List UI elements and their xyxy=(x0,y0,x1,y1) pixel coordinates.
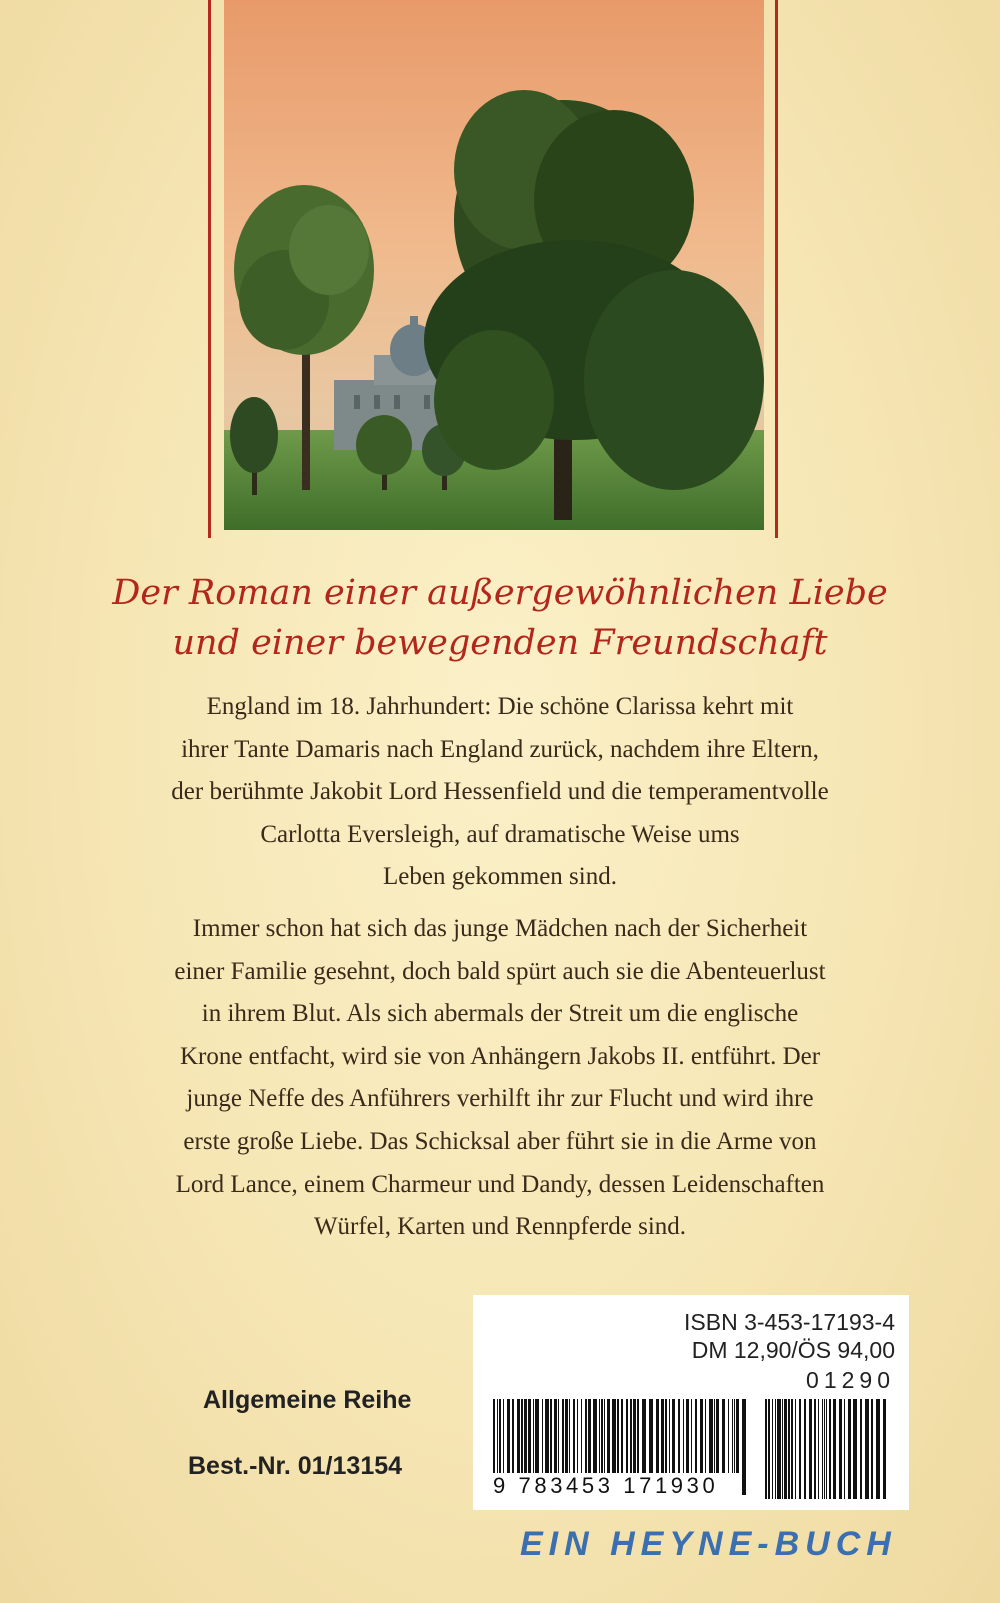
blurb-line: erste große Liebe. Das Schicksal aber führt sie in die Arme von xyxy=(183,1127,817,1155)
blurb-line: Immer schon hat sich das junge Mädchen nach der Sicherheit xyxy=(192,915,808,942)
addon-code: 01290 xyxy=(806,1367,895,1393)
tagline-line-1: Der Roman einer außergewöhnlichen Liebe xyxy=(112,573,888,613)
barcode-bar xyxy=(860,1399,862,1499)
tagline-line-2: und einer bewegenden Freundschaft xyxy=(172,623,828,663)
cover-photo xyxy=(224,0,764,530)
blurb-paragraph-2 xyxy=(100,908,900,1249)
barcode-bar xyxy=(742,1399,746,1495)
barcode-bar xyxy=(799,1399,801,1499)
series-name: Allgemeine Reihe xyxy=(203,1386,412,1414)
barcode-bar xyxy=(809,1399,812,1499)
barcode-bar xyxy=(883,1399,886,1499)
blurb-line: junge Neffe des Anführers verhilft ihr zur Flucht und wird ihre xyxy=(186,1085,814,1113)
barcode-bar xyxy=(765,1399,767,1499)
barcode-bar xyxy=(818,1399,819,1499)
barcode-bar xyxy=(777,1399,781,1499)
barcode-bar xyxy=(871,1399,873,1499)
blurb-line: Lord Lance, einem Charmeur und Dandy, dessen Leidenschaften xyxy=(175,1170,825,1198)
barcode-bar xyxy=(848,1399,851,1499)
barcode-bar xyxy=(804,1399,806,1499)
barcode-bar xyxy=(829,1399,831,1499)
publisher-imprint: EIN HEYNE-BUCH xyxy=(520,1525,897,1563)
order-number: Best.-Nr. 01/13154 xyxy=(188,1452,403,1480)
blurb-line: in ihrem Blut. Als sich abermals der Streit um die englische xyxy=(201,1000,799,1028)
barcode-bar xyxy=(782,1399,783,1499)
barcode-bar xyxy=(791,1399,793,1499)
barcode-bar xyxy=(795,1399,796,1499)
blurb-line: Leben gekommen sind. xyxy=(383,863,617,891)
barcode-bar xyxy=(772,1399,773,1499)
barcode-bar xyxy=(768,1399,770,1499)
barcode-bar xyxy=(814,1399,816,1499)
barcode-bar xyxy=(775,1399,776,1499)
manor-landscape-photo xyxy=(224,0,764,530)
blurb-line: Carlotta Eversleigh, auf dramatische Weise ums xyxy=(260,820,740,848)
barcode-label xyxy=(473,1295,909,1510)
barcode-bar xyxy=(839,1399,842,1499)
blurb-line: der berühmte Jakobit Lord Hessenfield und die temperamentvolle xyxy=(171,778,829,806)
blurb-line: Krone entfacht, wird sie von Anhängern Jakobs II. entführt. Der xyxy=(179,1042,821,1070)
blurb-paragraph-1 xyxy=(100,686,900,899)
barcode-bar xyxy=(826,1399,827,1499)
barcode-bar xyxy=(853,1399,857,1499)
barcode-bar xyxy=(788,1399,790,1499)
barcode-bar xyxy=(824,1399,825,1499)
isbn-text: ISBN 3-453-17193-4 xyxy=(684,1309,895,1335)
blurb-line: einer Familie gesehnt, doch bald spürt auch sie die Abenteuerlust xyxy=(174,957,826,985)
barcode-bar xyxy=(822,1399,823,1499)
blurb-line: Würfel, Karten und Rennpferde sind. xyxy=(313,1213,687,1241)
ean-digits: 9 783453 171930 xyxy=(493,1473,741,1499)
barcode-bar xyxy=(876,1399,880,1499)
barcode-bar xyxy=(833,1399,836,1499)
barcode-bar xyxy=(844,1399,845,1499)
blurb-line: England im 18. Jahrhundert: Die schöne Clarissa kehrt mit xyxy=(206,693,794,720)
barcode-bar xyxy=(865,1399,869,1499)
blurb-line: ihrer Tante Damaris nach England zurück, nachdem ihre Eltern, xyxy=(181,735,819,763)
price-text: DM 12,90/ÖS 94,00 xyxy=(691,1337,895,1363)
barcode-bar xyxy=(784,1399,787,1499)
